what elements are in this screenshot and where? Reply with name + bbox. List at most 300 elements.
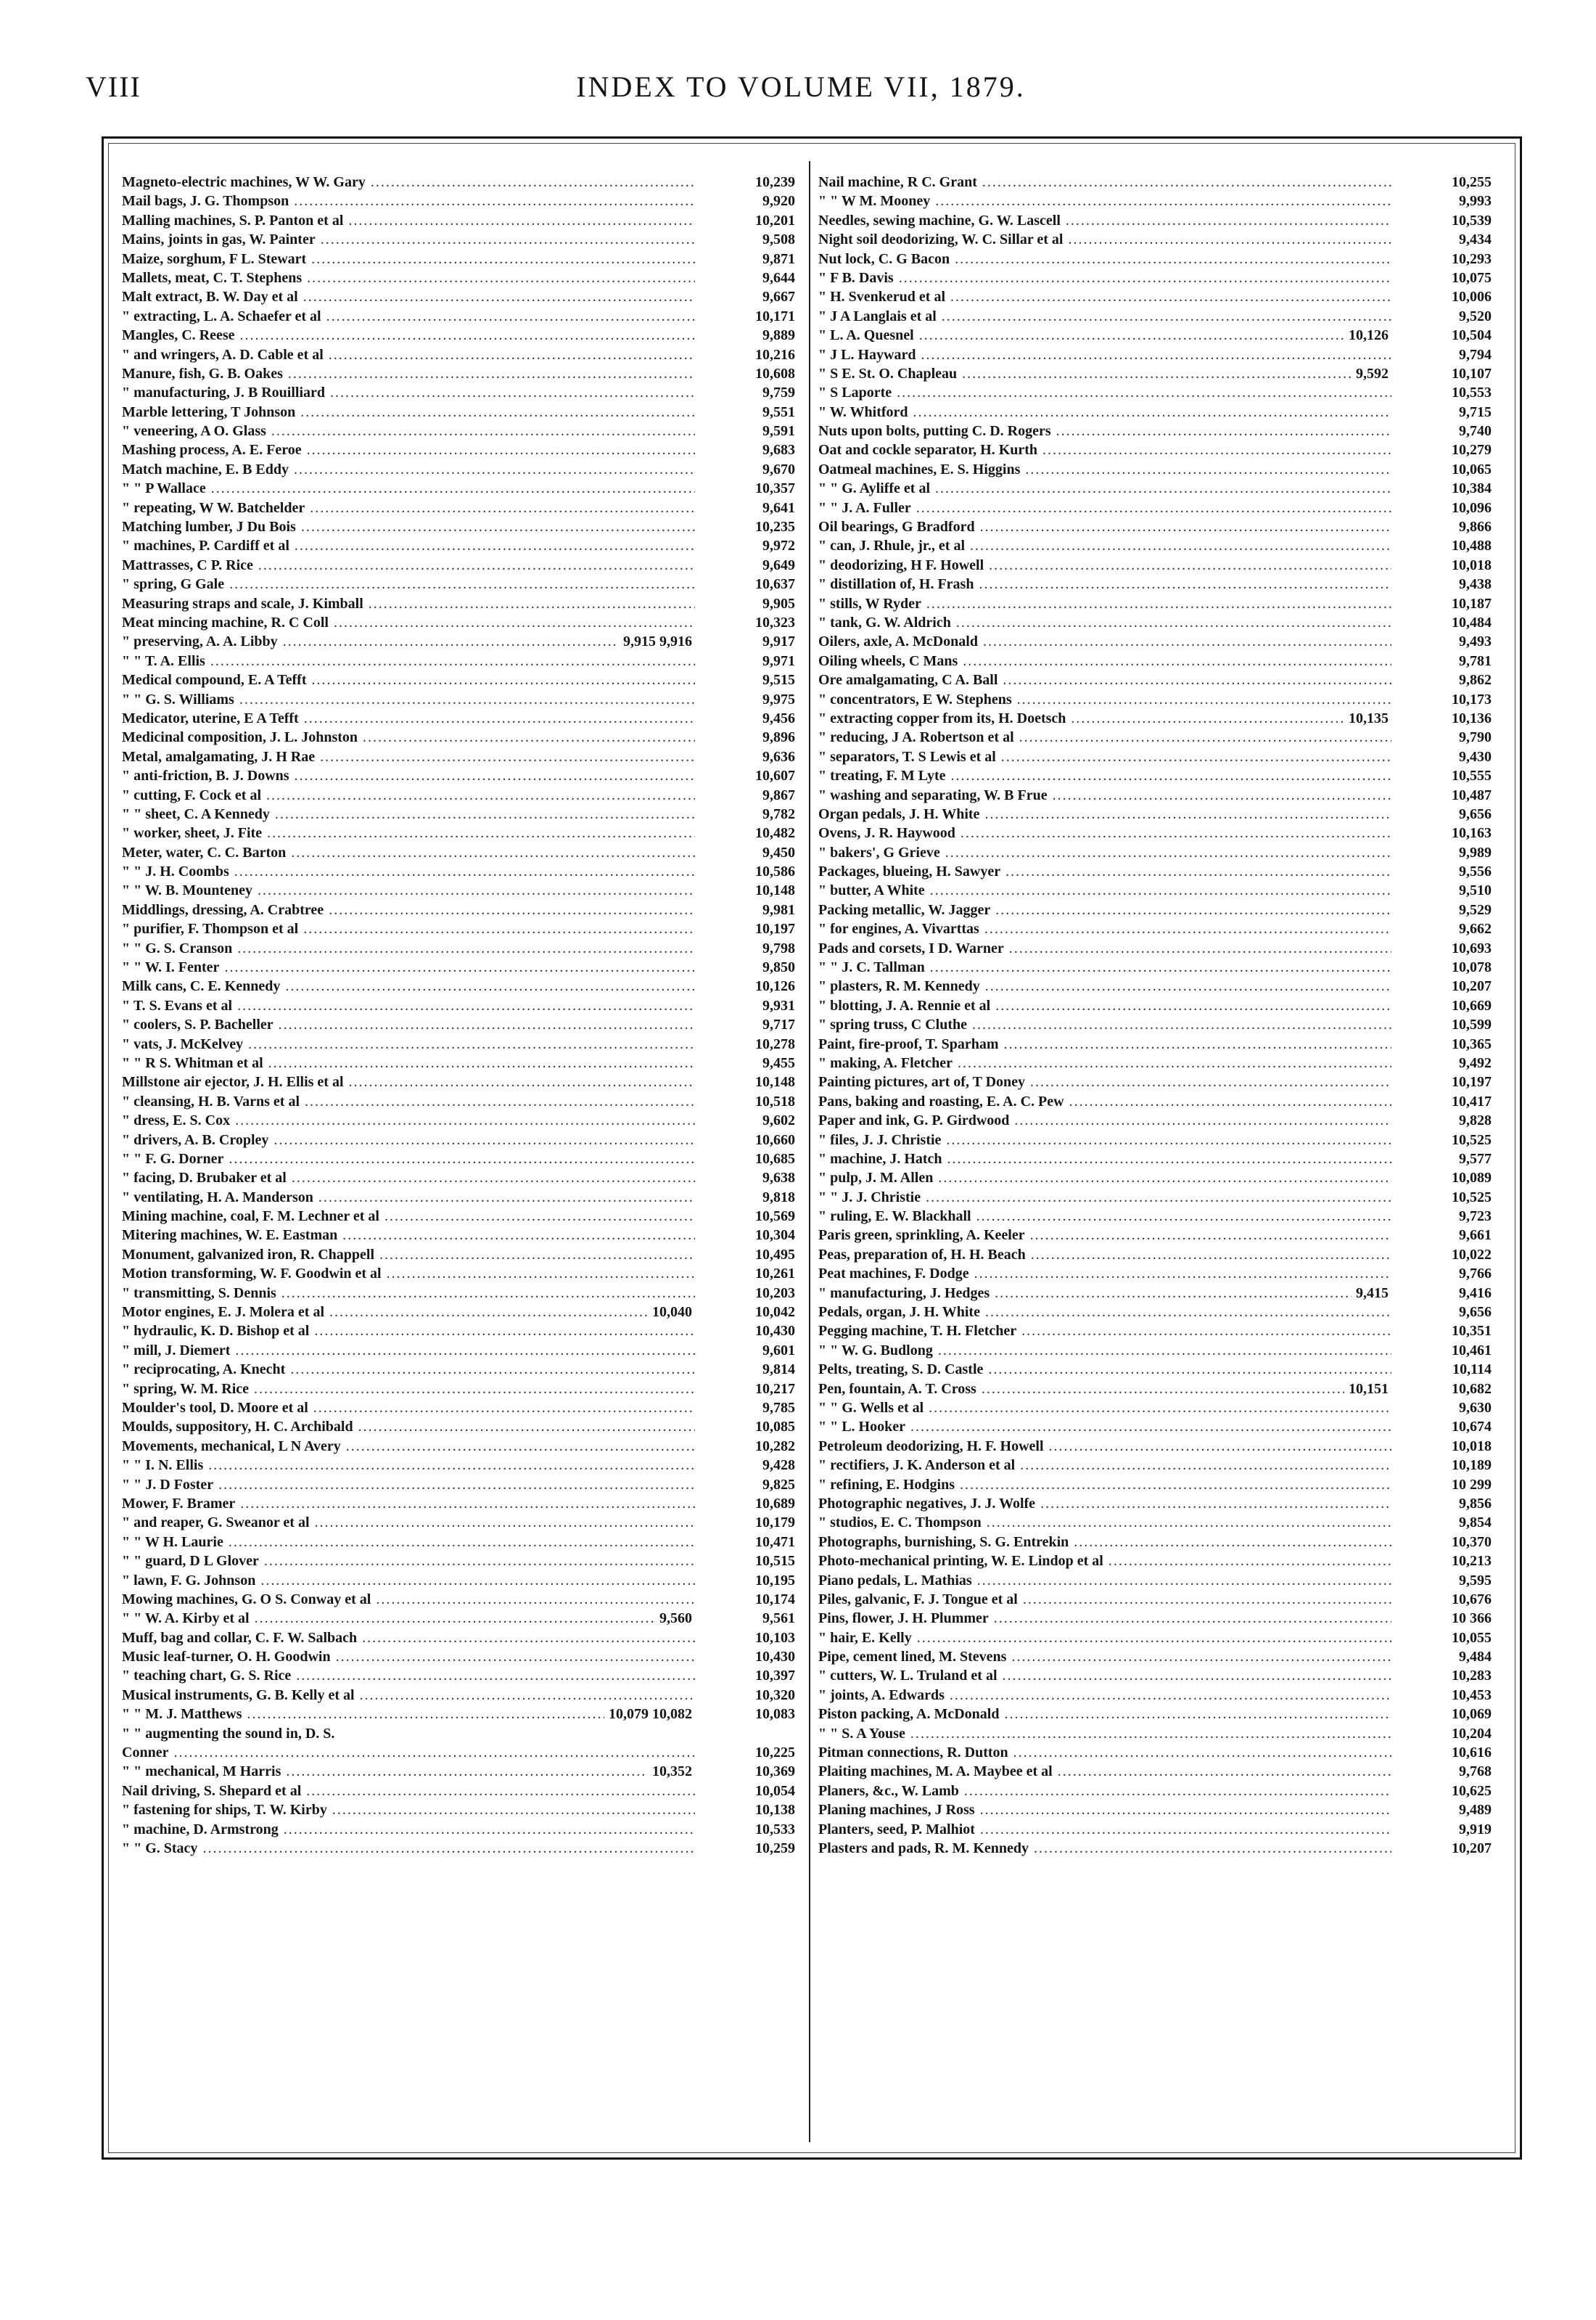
- entry-patent-number: 9,492: [1455, 1054, 1492, 1073]
- entry-text: " " F. G. Dorner .....: [122, 1149, 695, 1168]
- right-column: [818, 173, 1500, 1858]
- index-entry: [122, 1571, 804, 1590]
- entry-patent-number: 9,515: [758, 671, 795, 689]
- entry-patent-number: 10,482: [751, 824, 795, 843]
- index-entry: [122, 517, 804, 536]
- index-entry: [818, 1800, 1500, 1819]
- entry-patent-number: 10,197: [1447, 1073, 1492, 1091]
- entry-patent-number: 9,508: [758, 230, 795, 249]
- index-entry: [122, 1015, 804, 1034]
- index-entry: [818, 1226, 1500, 1245]
- entry-patent-number: 9,989: [1455, 843, 1492, 862]
- entry-text: " " L. Hooker .....: [818, 1417, 1391, 1436]
- entry-text: Mattrasses, C P. Rice .....: [122, 556, 695, 575]
- entry-text: Malling machines, S. P. Panton et al .....: [122, 211, 695, 230]
- entry-patent-number: 10,163: [1447, 824, 1492, 843]
- index-entry: [818, 1111, 1500, 1130]
- entry-patent-number: 9,798: [758, 939, 795, 958]
- entry-patent-number: 9,814: [758, 1360, 795, 1379]
- entry-patent-number: 9,867: [758, 786, 795, 805]
- entry-text: Maize, sorghum, F L. Stewart .....: [122, 250, 695, 269]
- index-entry: [818, 766, 1500, 785]
- entry-patent-number: 10,065: [1447, 460, 1492, 479]
- entry-text: Paper and ink, G. P. Girdwood .....: [818, 1111, 1391, 1130]
- entry-patent-number: 10,553: [1447, 383, 1492, 402]
- entry-patent-number: 9,456: [758, 709, 795, 728]
- entry-patent-number: 9,740: [1455, 422, 1492, 440]
- entry-patent-number: 9,551: [758, 403, 795, 422]
- entry-patent-number: 10,369: [751, 1762, 795, 1781]
- index-entry: [818, 1513, 1500, 1532]
- page-title: INDEX TO VOLUME VII, 1879.: [576, 70, 1026, 103]
- index-entry: [818, 1341, 1500, 1360]
- index-entry: [818, 383, 1500, 402]
- entry-patent-number: 10,525: [1447, 1188, 1492, 1207]
- index-entry: [122, 747, 804, 766]
- entry-patent-number: 10,586: [751, 862, 795, 881]
- entry-patent-number: 10,525: [1447, 1131, 1492, 1149]
- entry-patent-number: 10,660: [751, 1131, 795, 1149]
- index-entry: [818, 919, 1500, 938]
- entry-text: Music leaf-turner, O. H. Goodwin .....: [122, 1647, 695, 1666]
- index-entry: [122, 613, 804, 632]
- entry-patent-number: 10,487: [1447, 786, 1492, 805]
- index-entry: [818, 1494, 1500, 1513]
- entry-patent-number: 10,685: [751, 1149, 795, 1168]
- entry-text: Photographs, burnishing, S. G. Entrekin .....: [818, 1533, 1391, 1552]
- index-entry: [818, 805, 1500, 824]
- index-entry: [818, 192, 1500, 210]
- entry-patent-number: 10,461: [1447, 1341, 1492, 1360]
- entry-text: " " W. I. Fenter .....: [122, 958, 695, 977]
- entry-text: " L. A. Quesnel .....: [818, 326, 1391, 345]
- entry-text: " concentrators, E W. Stephens .....: [818, 690, 1391, 709]
- entry-text: " ruling, E. W. Blackhall .....: [818, 1207, 1391, 1226]
- entry-text: Nuts upon bolts, putting C. D. Rogers .....: [818, 422, 1391, 440]
- entry-text: Mains, joints in gas, W. Painter .....: [122, 230, 695, 249]
- entry-text: " S E. St. O. Chapleau .....: [818, 364, 1391, 383]
- index-entry: [818, 939, 1500, 958]
- entry-text: " refining, E. Hodgins .....: [818, 1475, 1391, 1494]
- index-entry: [818, 1015, 1500, 1034]
- entry-patent-number: 9,715: [1455, 403, 1492, 422]
- entry-text: Pen, fountain, A. T. Cross .....: [818, 1380, 1391, 1398]
- entry-patent-number: 10,518: [751, 1092, 795, 1111]
- entry-text: Painting pictures, art of, T Doney .....: [818, 1073, 1391, 1091]
- entry-patent-number: 10,669: [1447, 996, 1492, 1015]
- entry-text: " J L. Hayward .....: [818, 345, 1391, 364]
- index-entry: [818, 1284, 1500, 1303]
- index-entry: [122, 1552, 804, 1570]
- entry-patent-number: 10,083: [751, 1705, 795, 1723]
- entry-text: " anti-friction, B. J. Downs .....: [122, 766, 695, 785]
- index-entry: [122, 460, 804, 479]
- entry-patent-number: 10,179: [751, 1513, 795, 1532]
- index-entry: [122, 1073, 804, 1091]
- entry-text: " mill, J. Diemert .....: [122, 1341, 695, 1360]
- index-entry: [818, 690, 1500, 709]
- index-entry: [122, 536, 804, 555]
- entry-patent-number: 9,866: [1455, 517, 1492, 536]
- index-entry: [818, 632, 1500, 651]
- entry-text: " F B. Davis .....: [818, 269, 1391, 287]
- index-entry: [122, 958, 804, 977]
- entry-text: Petroleum deodorizing, H. F. Howell .....: [818, 1437, 1391, 1456]
- entry-text: " vats, J. McKelvey .....: [122, 1035, 695, 1054]
- entry-inline-patent-numbers: 10,079 10,082: [604, 1705, 695, 1723]
- index-entry: [122, 652, 804, 671]
- entry-patent-number: 9,656: [1455, 805, 1492, 824]
- entry-text: Malt extract, B. W. Day et al .....: [122, 287, 695, 306]
- index-entry: [818, 230, 1500, 249]
- entry-text: " hair, E. Kelly .....: [818, 1628, 1391, 1647]
- entry-inline-patent-numbers: 10,040: [648, 1303, 695, 1321]
- index-entry: [818, 1417, 1500, 1436]
- index-entry: [122, 881, 804, 900]
- index-entry: [122, 901, 804, 919]
- entry-text: " S Laporte .....: [818, 383, 1391, 402]
- entry-text: Monument, galvanized iron, R. Chappell .....: [122, 1245, 695, 1264]
- entry-text: Nail driving, S. Shepard et al .....: [122, 1782, 695, 1800]
- entry-patent-number: 10,304: [751, 1226, 795, 1245]
- entry-text: Marble lettering, T Johnson .....: [122, 403, 695, 422]
- entry-patent-number: 10,171: [751, 307, 795, 326]
- entry-inline-patent-numbers: 9,592: [1352, 364, 1391, 383]
- entry-text: " cutters, W. L. Truland et al .....: [818, 1666, 1391, 1685]
- entry-patent-number: 10 299: [1447, 1475, 1492, 1494]
- entry-text: " " W. G. Budlong .....: [818, 1341, 1391, 1360]
- entry-text: Mining machine, coal, F. M. Lechner et al .....: [122, 1207, 695, 1226]
- index-entry: [122, 1207, 804, 1226]
- entry-text: " blotting, J. A. Rennie et al .....: [818, 996, 1391, 1015]
- index-entry: [818, 1820, 1500, 1839]
- index-entry: [122, 1264, 804, 1283]
- entry-patent-number: 9,828: [1455, 1111, 1492, 1130]
- entry-patent-number: 9,993: [1455, 192, 1492, 210]
- index-entry: [818, 1073, 1500, 1091]
- entry-patent-number: 10,430: [751, 1647, 795, 1666]
- index-entry: [122, 230, 804, 249]
- entry-patent-number: 10,114: [1448, 1360, 1492, 1379]
- entry-text: " " M. J. Matthews .....: [122, 1705, 695, 1723]
- entry-patent-number: 9,917: [758, 632, 795, 651]
- entry-patent-number: 9,683: [758, 440, 795, 459]
- entry-patent-number: 9,636: [758, 747, 795, 766]
- entry-patent-number: 10,136: [1447, 709, 1492, 728]
- entry-patent-number: 10,504: [1447, 326, 1492, 345]
- entry-text: Pedals, organ, J. H. White .....: [818, 1303, 1391, 1321]
- index-entry: [122, 345, 804, 364]
- entry-text: " " J. J. Christie .....: [818, 1188, 1391, 1207]
- entry-text: Peas, preparation of, H. H. Beach .....: [818, 1245, 1391, 1264]
- entry-patent-number: 9,785: [758, 1398, 795, 1417]
- index-entry: [122, 1475, 804, 1494]
- index-entry: [122, 1245, 804, 1264]
- entry-text: Oatmeal machines, E. S. Higgins .....: [818, 460, 1391, 479]
- entry-text: " machine, J. Hatch .....: [818, 1149, 1391, 1168]
- page-header: [86, 70, 1516, 113]
- index-entry: [122, 440, 804, 459]
- index-entry: [818, 440, 1500, 459]
- entry-text: Oiling wheels, C Mans .....: [818, 652, 1391, 671]
- index-entry: [818, 364, 1500, 383]
- index-entry: [122, 403, 804, 422]
- index-entry: [818, 345, 1500, 364]
- entry-patent-number: 10,103: [751, 1628, 795, 1647]
- entry-text: " repeating, W W. Batchelder .....: [122, 499, 695, 517]
- index-entry: [818, 1303, 1500, 1321]
- index-entry: [122, 805, 804, 824]
- index-entry: [818, 307, 1500, 326]
- entry-patent-number: 10,018: [1447, 1437, 1492, 1456]
- index-entry: [818, 536, 1500, 555]
- entry-text: Nut lock, C. G Bacon .....: [818, 250, 1391, 269]
- entry-patent-number: 10,107: [1447, 364, 1492, 383]
- entry-patent-number: 10,397: [751, 1666, 795, 1685]
- entry-text: Oat and cockle separator, H. Kurth .....: [818, 440, 1391, 459]
- index-entry: [122, 939, 804, 958]
- entry-text: Mashing process, A. E. Feroe .....: [122, 440, 695, 459]
- entry-patent-number: 10,201: [751, 211, 795, 230]
- index-entry: [818, 556, 1500, 575]
- entry-text: Photo-mechanical printing, W. E. Lindop et al .....: [818, 1552, 1391, 1570]
- index-entry: [122, 479, 804, 498]
- left-column: [122, 173, 804, 1858]
- index-entry: [122, 786, 804, 805]
- entry-text: Oil bearings, G Bradford .....: [818, 517, 1391, 536]
- index-entry: [122, 1380, 804, 1398]
- entry-text: Planers, &c., W. Lamb .....: [818, 1782, 1391, 1800]
- entry-text: Middlings, dressing, A. Crabtree .....: [122, 901, 695, 919]
- entry-patent-number: 10,255: [1447, 173, 1492, 192]
- entry-text: Motion transforming, W. F. Goodwin et al .....: [122, 1264, 695, 1283]
- entry-inline-patent-numbers: 10,135: [1344, 709, 1391, 728]
- index-entry: [818, 1149, 1500, 1168]
- index-entry: [122, 1800, 804, 1819]
- index-entry: [122, 1590, 804, 1609]
- entry-patent-number: 10,075: [1447, 269, 1492, 287]
- entry-patent-number: 10,197: [751, 919, 795, 938]
- entry-patent-number: 9,641: [758, 499, 795, 517]
- entry-text: Conner .....: [122, 1743, 695, 1762]
- entry-patent-number: 10,204: [1447, 1724, 1492, 1743]
- index-entry: [818, 1686, 1500, 1705]
- entry-text: " distillation of, H. Frash .....: [818, 575, 1391, 594]
- index-entry: [818, 1168, 1500, 1187]
- entry-patent-number: 10,278: [751, 1035, 795, 1054]
- entry-text: Plaiting machines, M. A. Maybee et al .....: [818, 1762, 1391, 1781]
- index-entry: [122, 1666, 804, 1685]
- entry-text: Paris green, sprinkling, A. Keeler .....: [818, 1226, 1391, 1245]
- index-entry: [818, 1437, 1500, 1456]
- entry-patent-number: 9,602: [758, 1111, 795, 1130]
- entry-inline-patent-numbers: 9,915 9,916: [619, 632, 695, 651]
- index-entry: [818, 1743, 1500, 1762]
- entry-patent-number: 10,293: [1447, 250, 1492, 269]
- entry-patent-number: 10,225: [751, 1743, 795, 1762]
- entry-text: Pelts, treating, S. D. Castle .....: [818, 1360, 1391, 1379]
- entry-text: " lawn, F. G. Johnson .....: [122, 1571, 695, 1590]
- entry-text: Musical instruments, G. B. Kelly et al .....: [122, 1686, 695, 1705]
- entry-patent-number: 9,430: [1455, 747, 1492, 766]
- entry-text: " " J. H. Coombs .....: [122, 862, 695, 881]
- index-entry: [818, 1245, 1500, 1264]
- index-entry: [818, 1571, 1500, 1590]
- entry-text: Ore amalgamating, C A. Ball .....: [818, 671, 1391, 689]
- index-entry: [122, 709, 804, 728]
- entry-text: " purifier, F. Thompson et al .....: [122, 919, 695, 938]
- entry-patent-number: 10,069: [1447, 1705, 1492, 1723]
- entry-patent-number: 10,320: [751, 1686, 795, 1705]
- entry-inline-patent-numbers: 10,151: [1344, 1380, 1391, 1398]
- index-entry: [818, 613, 1500, 632]
- entry-text: " preserving, A. A. Libby .....: [122, 632, 695, 651]
- entry-patent-number: 9,489: [1455, 1800, 1492, 1819]
- index-entry: [122, 1820, 804, 1839]
- entry-text: Mangles, C. Reese .....: [122, 326, 695, 345]
- index-entry: [122, 1168, 804, 1187]
- index-entry: [818, 747, 1500, 766]
- entry-text: Night soil deodorizing, W. C. Sillar et al .....: [818, 230, 1391, 249]
- entry-text: " can, J. Rhule, jr., et al .....: [818, 536, 1391, 555]
- entry-text: Paint, fire-proof, T. Sparham .....: [818, 1035, 1391, 1054]
- index-entry: [818, 1321, 1500, 1340]
- entry-patent-number: 9,723: [1455, 1207, 1492, 1226]
- index-entry: [818, 1475, 1500, 1494]
- index-entry: [122, 1762, 804, 1781]
- entry-text: " " I. N. Ellis .....: [122, 1456, 695, 1475]
- entry-patent-number: 10,555: [1447, 766, 1492, 785]
- entry-inline-patent-numbers: 9,415: [1352, 1284, 1391, 1303]
- index-entry: [122, 690, 804, 709]
- entry-text: Motor engines, E. J. Molera et al .....: [122, 1303, 695, 1321]
- entry-text: " butter, A White .....: [818, 881, 1391, 900]
- index-entry: [818, 517, 1500, 536]
- entry-text: " " J. A. Fuller .....: [818, 499, 1391, 517]
- entry-text: Mallets, meat, C. T. Stephens .....: [122, 269, 695, 287]
- entry-patent-number: 9,781: [1455, 652, 1492, 671]
- entry-patent-number: 9,790: [1455, 728, 1492, 747]
- entry-text: " " P Wallace .....: [122, 479, 695, 498]
- entry-patent-number: 10,235: [751, 517, 795, 536]
- entry-patent-number: 10,195: [751, 1571, 795, 1590]
- entry-patent-number: 9,854: [1455, 1513, 1492, 1532]
- entry-patent-number: 10,096: [1447, 499, 1492, 517]
- entry-patent-number: 9,975: [758, 690, 795, 709]
- index-entry: [122, 287, 804, 306]
- entry-patent-number: 10,022: [1447, 1245, 1492, 1264]
- index-entry: [818, 862, 1500, 881]
- entry-text: " J A Langlais et al .....: [818, 307, 1391, 326]
- entry-text: " " W. A. Kirby et al .....: [122, 1609, 695, 1628]
- entry-text: Organ pedals, J. H. White .....: [818, 805, 1391, 824]
- index-entry: [818, 269, 1500, 287]
- entry-text: Meter, water, C. C. Barton .....: [122, 843, 695, 862]
- entry-patent-number: 10,089: [1447, 1168, 1492, 1187]
- index-entry: [122, 919, 804, 938]
- index-entry: [122, 824, 804, 843]
- index-entry: [818, 1380, 1500, 1398]
- entry-patent-number: 9,768: [1455, 1762, 1492, 1781]
- index-entry: [122, 862, 804, 881]
- index-entry: [122, 1398, 804, 1417]
- index-entry: [818, 575, 1500, 594]
- entry-patent-number: 9,450: [758, 843, 795, 862]
- entry-patent-number: 10,608: [751, 364, 795, 383]
- index-entry: [122, 977, 804, 996]
- entry-patent-number: 10,148: [751, 881, 795, 900]
- entry-patent-number: 9,493: [1455, 632, 1492, 651]
- page-number: VIII: [86, 70, 141, 103]
- entry-patent-number: 10,351: [1447, 1321, 1492, 1340]
- entry-text: Piles, galvanic, F. J. Tongue et al .....: [818, 1590, 1391, 1609]
- entry-text: Packages, blueing, H. Sawyer .....: [818, 862, 1391, 881]
- entry-patent-number: 10,055: [1447, 1628, 1492, 1647]
- entry-text: Ovens, J. R. Haywood .....: [818, 824, 1391, 843]
- entry-patent-number: 9,638: [758, 1168, 795, 1187]
- entry-patent-number: 10,599: [1447, 1015, 1492, 1034]
- entry-inline-patent-numbers: 10,352: [648, 1762, 695, 1781]
- entry-patent-number: 9,661: [1455, 1226, 1492, 1245]
- entry-patent-number: 9,905: [758, 594, 795, 613]
- entry-patent-number: 9,595: [1455, 1571, 1492, 1590]
- index-entry: [122, 1111, 804, 1130]
- index-entry: [122, 671, 804, 689]
- index-entry: [122, 1513, 804, 1532]
- entry-text: Needles, sewing machine, G. W. Lascell .....: [818, 211, 1391, 230]
- index-entry: [122, 173, 804, 192]
- index-entry: [818, 843, 1500, 862]
- entry-patent-number: 9,794: [1455, 345, 1492, 364]
- entry-patent-number: 9,510: [1455, 881, 1492, 900]
- entry-patent-number: 10,637: [751, 575, 795, 594]
- entry-text: Pins, flower, J. H. Plummer .....: [818, 1609, 1391, 1628]
- index-entry: [818, 1054, 1500, 1073]
- index-entry: [122, 1149, 804, 1168]
- index-entry: [122, 1782, 804, 1800]
- index-entry: [122, 422, 804, 440]
- entry-text: " ventilating, H. A. Manderson .....: [122, 1188, 695, 1207]
- index-entry: [122, 1494, 804, 1513]
- index-entry: [818, 499, 1500, 517]
- entry-text: " " S. A Youse .....: [818, 1724, 1391, 1743]
- entry-patent-number: 10,174: [751, 1590, 795, 1609]
- entry-patent-number: 10,488: [1447, 536, 1492, 555]
- entry-patent-number: 10,203: [751, 1284, 795, 1303]
- entry-patent-number: 9,561: [758, 1609, 795, 1628]
- entry-patent-number: 10,187: [1447, 594, 1492, 613]
- entry-text: " fastening for ships, T. W. Kirby .....: [122, 1800, 695, 1819]
- entry-text: " " G. S. Cranson .....: [122, 939, 695, 958]
- entry-text: " " W M. Mooney .....: [818, 192, 1391, 210]
- entry-text: " " G. Stacy .....: [122, 1839, 695, 1858]
- index-entry: [122, 1092, 804, 1111]
- index-entry: [122, 996, 804, 1015]
- entry-patent-number: 9,981: [758, 901, 795, 919]
- index-entry: [818, 1628, 1500, 1647]
- index-entry: [818, 996, 1500, 1015]
- entry-patent-number: 10,689: [751, 1494, 795, 1513]
- index-entry: [818, 1092, 1500, 1111]
- entry-patent-number: 10,607: [751, 766, 795, 785]
- entry-patent-number: 9,591: [758, 422, 795, 440]
- entry-text: " " R S. Whitman et al .....: [122, 1054, 695, 1073]
- entry-text: Packing metallic, W. Jagger .....: [818, 901, 1391, 919]
- entry-patent-number: 10,453: [1447, 1686, 1492, 1705]
- entry-patent-number: 10,357: [751, 479, 795, 498]
- entry-patent-number: 10,042: [751, 1303, 795, 1321]
- entry-text: " tank, G. W. Aldrich .....: [818, 613, 1391, 632]
